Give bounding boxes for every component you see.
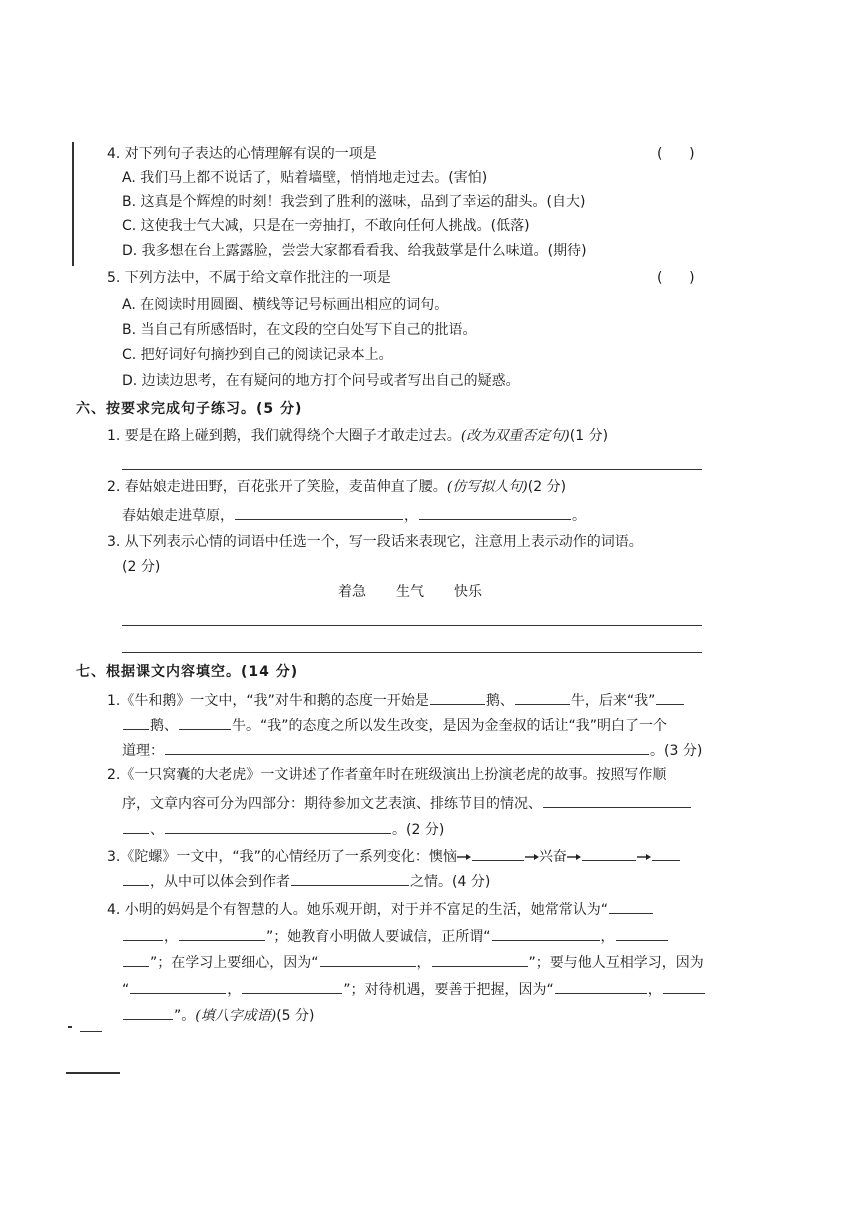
s7-q4-blank-9[interactable] xyxy=(555,978,647,994)
s7-q3-blank-2[interactable] xyxy=(582,845,636,861)
s7-q4-f: ， xyxy=(416,955,431,971)
s7-q4-h: “ xyxy=(122,982,130,998)
q4-option-c: C. 这使我士气大减，只是在一旁抽打，不敢向任何人挑战。(低落) xyxy=(122,218,530,234)
s7-q2-line1: 2.《一只窝囊的大老虎》一文讲述了作者童年时在班级演出上扮演老虎的故事。按照写作顺 xyxy=(107,767,667,783)
s7-q1-c: 牛，后来“我” xyxy=(570,693,656,709)
s7-q1-line1 xyxy=(107,689,685,711)
s7-q3-a: 3.《陀螺》一文中，“我”的心情经历了一系列变化：懊恼 xyxy=(107,849,457,865)
s7-q4-e: ”；在学习上要细心，因为“ xyxy=(150,955,319,971)
s7-q2-c: 、 xyxy=(150,822,164,838)
margin-bar xyxy=(72,142,74,266)
s7-q3-d: 之情。(4 分) xyxy=(410,874,491,890)
q4-stem: 4. 对下列句子表达的心情理解有误的一项是 xyxy=(107,146,377,162)
s7-q3-blank-3b[interactable] xyxy=(123,870,149,886)
q5-answer-paren[interactable]: ( ) xyxy=(657,270,695,286)
s7-q4-score: (5 分) xyxy=(276,1008,315,1024)
s7-q4-blank-1[interactable] xyxy=(609,898,653,914)
s7-q4-line5 xyxy=(122,1004,314,1026)
s7-q2-line2 xyxy=(122,792,692,814)
q4-answer-paren[interactable]: ( ) xyxy=(657,146,695,162)
s6-q2 xyxy=(107,477,566,497)
s7-q4-blank-6[interactable] xyxy=(432,951,528,967)
arrow-icon xyxy=(567,850,581,864)
s7-q4-hint: (填八字成语) xyxy=(195,1008,277,1024)
s7-q4-blank-2[interactable] xyxy=(179,925,265,941)
s7-q4-j: ”；对待机遇，要善于把握，因为“ xyxy=(343,982,554,998)
s7-q2-blank-1b[interactable] xyxy=(123,818,149,834)
s6-q3-score: (2 分) xyxy=(122,559,161,575)
q5-option-d: D. 边读边思考，在有疑问的地方打个问号或者写出自己的疑惑。 xyxy=(122,373,520,389)
s7-q1-blank-1[interactable] xyxy=(430,689,485,705)
s6-q2-blank-1[interactable] xyxy=(235,504,403,520)
s7-q4-d: ， xyxy=(600,929,615,945)
s7-q2-d: 。(2 分) xyxy=(392,822,445,838)
s7-q1-e: 牛。“我”的态度之所以发生改变，是因为金奎叔的话让“我”明白了一个 xyxy=(232,718,668,734)
s7-q4-blank-3[interactable] xyxy=(492,925,600,941)
s7-q3-line2 xyxy=(122,870,490,892)
s7-q1-line2 xyxy=(122,714,667,736)
s7-q4-a: 4. 小明的妈妈是个有智慧的人。她乐观开朗，对于并不富足的生活，她常常认为“ xyxy=(107,902,609,918)
s7-q4-b: ， xyxy=(164,929,178,945)
word-zhaoji: 着急 xyxy=(338,584,366,600)
s6-q2-period: 。 xyxy=(572,508,586,524)
s7-q3-blank-4[interactable] xyxy=(291,870,409,886)
q4-option-a: A. 我们马上都不说话了，贴着墙壁，悄悄地走过去。(害怕) xyxy=(122,170,488,186)
q4-option-b: B. 这真是个辉煌的时刻！我尝到了胜利的滋味，品到了幸运的甜头。(自大) xyxy=(122,194,586,210)
s7-q4-line4 xyxy=(122,978,706,1000)
s7-q3-blank-3[interactable] xyxy=(652,845,680,861)
s7-q2-blank-1[interactable] xyxy=(543,792,691,808)
s7-q1-f: 道理： xyxy=(122,743,164,759)
s7-q4-blank-10b[interactable] xyxy=(123,1004,173,1020)
s7-q1-a: 1.《牛和鹅》一文中，“我”对牛和鹅的态度一开始是 xyxy=(107,693,429,709)
s6-q2-text: 2. 春姑娘走进田野，百花张开了笑脸，麦苗伸直了腰。 xyxy=(107,479,447,495)
s7-q4-line2 xyxy=(122,925,669,947)
s7-q4-line1 xyxy=(107,898,654,920)
s7-q4-blank-7[interactable] xyxy=(130,978,226,994)
s7-q4-c: ”；她教育小明做人要诚信，正所谓“ xyxy=(266,929,491,945)
s7-q4-k: ， xyxy=(647,982,662,998)
s6-q1-answer-line[interactable] xyxy=(122,469,702,470)
s7-q4-blank-4b[interactable] xyxy=(123,951,149,967)
scan-mark xyxy=(80,1031,102,1032)
s7-q1-line3 xyxy=(122,739,702,761)
s6-q2-score: (2 分) xyxy=(527,479,567,495)
s7-q1-g: 。(3 分) xyxy=(650,743,703,759)
s7-q4-blank-10[interactable] xyxy=(663,978,705,994)
s7-q1-d: 鹅、 xyxy=(150,718,178,734)
s6-q1-hint: (改为双重否定句) xyxy=(460,428,570,444)
q4-option-d: D. 我多想在台上露露脸，尝尝大家都看看我、给我鼓掌是什么味道。(期待) xyxy=(122,243,587,259)
s7-q1-b: 鹅、 xyxy=(485,693,514,709)
s7-q3-c: ，从中可以体会到作者 xyxy=(150,874,290,890)
s7-q4-blank-8[interactable] xyxy=(242,978,342,994)
word-kuaile: 快乐 xyxy=(454,584,482,600)
scan-mark xyxy=(66,1072,120,1074)
s7-q1-blank-3b[interactable] xyxy=(123,714,149,730)
s6-q1-text: 1. 要是在路上碰到鹅，我们就得绕个大圈子才敢走过去。 xyxy=(107,428,461,444)
s6-q2-hint: (仿写拟人句) xyxy=(446,479,528,495)
s7-q4-blank-4[interactable] xyxy=(616,925,668,941)
s7-q1-blank-2[interactable] xyxy=(515,689,570,705)
s7-q4-blank-5[interactable] xyxy=(320,951,416,967)
section-6-title: 六、按要求完成句子练习。(5 分) xyxy=(76,401,303,417)
s6-q3-words xyxy=(338,582,482,602)
s7-q2-blank-2[interactable] xyxy=(165,818,391,834)
s7-q2-line3 xyxy=(122,818,444,840)
s6-q2-start: 春姑娘走进草原， xyxy=(122,508,234,524)
s7-q4-l: ”。 xyxy=(174,1008,196,1024)
q5-option-a: A. 在阅读时用圆圈、横线等记号标画出相应的词句。 xyxy=(122,297,449,313)
arrow-icon xyxy=(637,850,651,864)
s7-q4-blank-1b[interactable] xyxy=(123,925,163,941)
s6-q1 xyxy=(107,426,608,446)
arrow-icon xyxy=(525,850,539,864)
s6-q3-answer-line-1[interactable] xyxy=(122,625,702,626)
q5-option-c: C. 把好词好句摘抄到自己的阅读记录本上。 xyxy=(122,347,393,363)
s7-q2-b: 序，文章内容可分为四部分：期待参加文艺表演、排练节目的情况、 xyxy=(122,796,542,812)
s7-q1-blank-4[interactable] xyxy=(179,714,231,730)
arrow-icon xyxy=(457,850,471,864)
s7-q4-line3 xyxy=(122,951,704,973)
q5-option-b: B. 当自己有所感悟时，在文段的空白处写下自己的批语。 xyxy=(122,322,477,338)
s7-q3-line1 xyxy=(107,845,681,867)
s6-q3-answer-line-2[interactable] xyxy=(122,652,702,653)
s7-q3-blank-1[interactable] xyxy=(472,845,524,861)
s7-q4-g: ”；要与他人互相学习，因为 xyxy=(528,955,704,971)
scan-mark xyxy=(68,1026,72,1028)
s6-q2-comma: ， xyxy=(404,508,418,524)
section-7-title: 七、根据课文内容填空。(14 分) xyxy=(76,664,299,680)
s7-q1-blank-5[interactable] xyxy=(165,739,649,755)
s7-q1-blank-3[interactable] xyxy=(656,689,684,705)
q5-stem: 5. 下列方法中，不属于给文章作批注的一项是 xyxy=(107,270,391,286)
s7-q4-i: ， xyxy=(227,982,242,998)
s6-q1-score: (1 分) xyxy=(569,428,609,444)
s6-q2-blank-2[interactable] xyxy=(419,504,571,520)
s7-q3-b: 兴奋 xyxy=(538,849,567,865)
s6-q2-fill xyxy=(122,504,586,526)
word-shengqi: 生气 xyxy=(396,584,424,600)
s6-q3: 3. 从下列表示心情的词语中任选一个，写一段话来表现它，注意用上表示动作的词语。 xyxy=(107,534,643,550)
